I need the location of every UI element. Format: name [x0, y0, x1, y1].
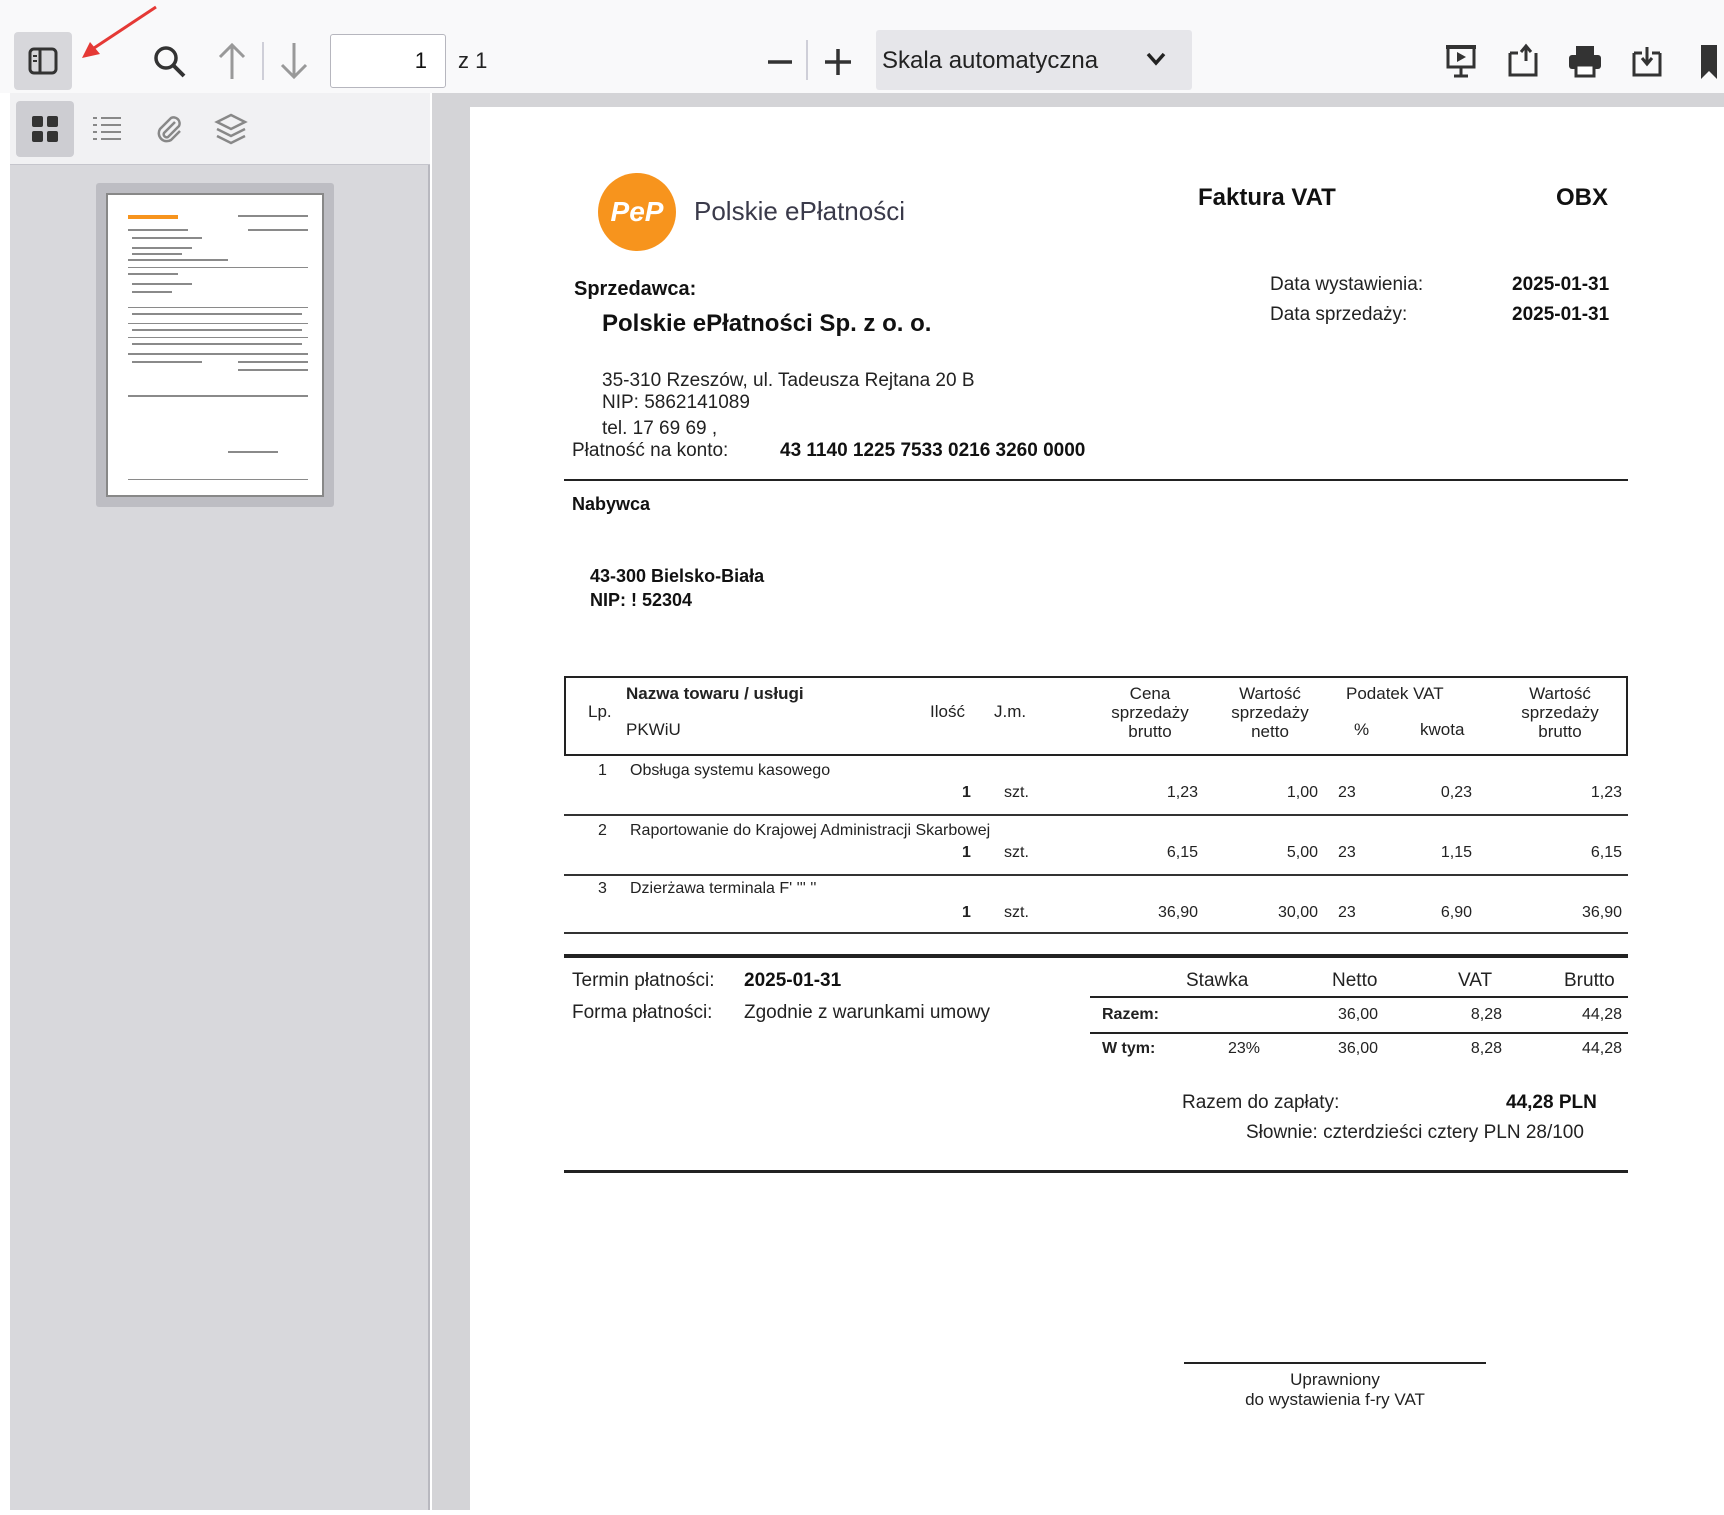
to-pay-label: Razem do zapłaty:: [1182, 1092, 1340, 1113]
row2-qty: 1: [962, 844, 971, 861]
sidebar-toolbar: [10, 93, 430, 165]
list-icon: [91, 114, 123, 144]
open-file-button[interactable]: [1502, 38, 1544, 84]
bookmark-icon: [1699, 43, 1719, 81]
logo-initials: PeP: [610, 196, 664, 227]
print-button[interactable]: [1564, 38, 1606, 84]
sale-date-label: Data sprzedaży:: [1270, 304, 1408, 325]
row2-price: 6,15: [1166, 844, 1198, 861]
page-number-input[interactable]: 1: [330, 34, 446, 88]
row1-qty: 1: [962, 784, 971, 801]
toolbar-separator: [806, 40, 808, 80]
col-gross-l3: brutto: [1538, 722, 1582, 741]
col-vat: Podatek VAT: [1346, 684, 1444, 703]
minus-icon: [765, 47, 795, 77]
col-vat-pct: %: [1354, 720, 1370, 739]
issue-date: 2025-01-31: [1512, 274, 1610, 295]
view-attachments-button[interactable]: [140, 101, 198, 157]
summary-total-vat: 8,28: [1470, 1006, 1502, 1023]
row-divider: [564, 814, 1628, 816]
row3-lp: 3: [598, 880, 607, 897]
signature-line: [1184, 1362, 1486, 1364]
row2-net: 5,00: [1286, 844, 1318, 861]
search-icon: [152, 44, 188, 80]
open-file-icon: [1506, 43, 1540, 79]
sale-date: 2025-01-31: [1512, 304, 1610, 325]
toolbar: [0, 0, 1724, 93]
view-thumbnails-button[interactable]: [16, 101, 74, 157]
payment-form-label: Forma płatności:: [572, 1002, 713, 1023]
company-logo: [598, 173, 676, 251]
summary-incl-vat: 8,28: [1470, 1040, 1502, 1057]
row3-price: 36,90: [1157, 904, 1198, 921]
row3-vat: 6,90: [1440, 904, 1472, 921]
row3-qty: 1: [962, 904, 971, 921]
col-price-l1: Cena: [1129, 684, 1171, 703]
row3-gross: 36,90: [1581, 904, 1622, 921]
summary-gross-header: Brutto: [1564, 970, 1615, 991]
summary-vat-header: VAT: [1458, 970, 1493, 991]
bookmark-button[interactable]: [1696, 40, 1722, 84]
buyer-label: Nabywca: [572, 494, 651, 514]
col-price-l2: sprzedaży: [1111, 703, 1189, 722]
summary-incl-label: W tym:: [1102, 1040, 1156, 1057]
row2-vat: 1,15: [1440, 844, 1472, 861]
zoom-in-button[interactable]: [816, 40, 860, 84]
signature-label-1: Uprawniony: [1290, 1370, 1380, 1389]
plus-icon: [822, 46, 854, 78]
account-number: 43 1140 1225 7533 0216 3260 0000: [780, 440, 1086, 461]
row3-unit: szt.: [1004, 904, 1029, 921]
payment-form: Zgodnie z warunkami umowy: [744, 1002, 991, 1023]
logo-text: Polskie ePłatności: [694, 196, 905, 226]
buyer-nip: NIP: ! 52304: [590, 590, 693, 610]
col-gross-l1: Wartość: [1529, 684, 1591, 703]
scale-select[interactable]: [876, 30, 1192, 90]
row2-gross: 6,15: [1590, 844, 1622, 861]
seller-name: Polskie ePłatności Sp. z o. o.: [602, 310, 932, 337]
page-thumbnail: [106, 193, 324, 497]
payment-term: 2025-01-31: [744, 970, 842, 991]
divider: [564, 479, 1628, 481]
scale-select-label: Skala automatyczna: [882, 47, 1099, 74]
row2-lp: 2: [598, 822, 607, 839]
grid-icon: [30, 114, 60, 144]
presentation-mode-button[interactable]: [1440, 38, 1482, 84]
invoice-title: Faktura VAT: [1198, 184, 1336, 211]
layers-icon: [214, 112, 248, 146]
row2-pct: 23: [1338, 844, 1356, 861]
divider: [564, 1170, 1628, 1173]
summary-total-gross: 44,28: [1581, 1006, 1622, 1023]
toolbar-separator: [262, 42, 264, 80]
row2-name: Raportowanie do Krajowej Administracji Skarbowej: [630, 822, 991, 839]
col-unit: J.m.: [994, 702, 1027, 721]
presentation-icon: [1444, 43, 1478, 79]
sidebar: [10, 93, 430, 1510]
row3-name: Dzierżawa terminala F' ''' '': [630, 880, 817, 897]
seller-nip: NIP: 5862141089: [602, 392, 750, 413]
row-divider: [564, 874, 1628, 876]
row1-unit: szt.: [1004, 784, 1029, 801]
printer-icon: [1567, 43, 1603, 79]
view-outline-button[interactable]: [78, 101, 136, 157]
chevron-down-icon: [1146, 52, 1166, 66]
sidebar-icon: [28, 47, 58, 75]
previous-page-button[interactable]: [212, 38, 252, 84]
row1-name: Obsługa systemu kasowego: [630, 762, 831, 779]
arrow-up-icon: [216, 41, 248, 81]
col-pkwiu: PKWiU: [626, 720, 681, 739]
arrow-down-icon: [278, 41, 310, 81]
sidebar-toggle-button[interactable]: [14, 32, 72, 90]
col-net-l1: Wartość: [1239, 684, 1301, 703]
col-net: [1220, 684, 1320, 741]
summary-total-net: 36,00: [1337, 1006, 1378, 1023]
invoice-number: OBX: [1556, 184, 1609, 211]
amount-in-words: Słownie: czterdzieści cztery PLN 28/100: [1246, 1122, 1584, 1143]
divider: [564, 954, 1628, 958]
col-gross: [1510, 684, 1610, 741]
page-count-label: z 1: [458, 48, 488, 73]
view-layers-button[interactable]: [202, 101, 260, 157]
divider: [1090, 1032, 1628, 1034]
row3-net: 30,00: [1277, 904, 1318, 921]
summary-net-header: Netto: [1332, 970, 1378, 991]
summary-incl-rate: 23%: [1228, 1040, 1261, 1057]
payment-term-label: Termin płatności:: [572, 970, 715, 991]
row3-pct: 23: [1338, 904, 1356, 921]
row1-vat: 0,23: [1440, 784, 1472, 801]
next-page-button[interactable]: [274, 38, 314, 84]
summary-rate-header: Stawka: [1186, 970, 1249, 991]
summary-total-label: Razem:: [1102, 1006, 1159, 1023]
row1-price: 1,23: [1166, 784, 1198, 801]
col-net-l2: sprzedaży: [1231, 703, 1309, 722]
download-button[interactable]: [1626, 38, 1668, 84]
col-name: Nazwa towaru / usługi: [626, 684, 804, 703]
col-price-l3: brutto: [1128, 722, 1172, 741]
col-qty: Ilość: [930, 702, 965, 721]
col-vat-amt: kwota: [1420, 720, 1465, 739]
row2-unit: szt.: [1004, 844, 1029, 861]
signature-label-2: do wystawienia f-ry VAT: [1245, 1390, 1425, 1409]
row1-gross: 1,23: [1590, 784, 1622, 801]
row1-pct: 23: [1338, 784, 1356, 801]
issue-date-label: Data wystawienia:: [1270, 274, 1424, 295]
find-button[interactable]: [148, 40, 192, 84]
col-gross-l2: sprzedaży: [1521, 703, 1599, 722]
col-net-l3: netto: [1251, 722, 1289, 741]
seller-address: 35-310 Rzeszów, ul. Tadeusza Rejtana 20 B: [602, 370, 975, 391]
buyer-city: 43-300 Bielsko-Biała: [590, 566, 765, 586]
seller-tel: tel. 17 69 69 ,: [602, 418, 718, 439]
paperclip-icon: [153, 113, 185, 145]
row1-net: 1,00: [1286, 784, 1318, 801]
seller-label: Sprzedawca:: [574, 278, 697, 300]
summary-incl-gross: 44,28: [1581, 1040, 1622, 1057]
zoom-out-button[interactable]: [760, 40, 800, 84]
col-price: [1100, 684, 1200, 741]
divider: [1090, 996, 1628, 998]
download-icon: [1630, 43, 1664, 79]
col-lp: Lp.: [588, 702, 612, 721]
row-divider: [564, 932, 1628, 934]
row1-lp: 1: [598, 762, 607, 779]
account-label: Płatność na konto:: [572, 440, 729, 461]
summary-incl-net: 36,00: [1337, 1040, 1378, 1057]
to-pay-amount: 44,28 PLN: [1506, 1092, 1597, 1113]
page-thumbnail-selected[interactable]: [96, 183, 334, 507]
